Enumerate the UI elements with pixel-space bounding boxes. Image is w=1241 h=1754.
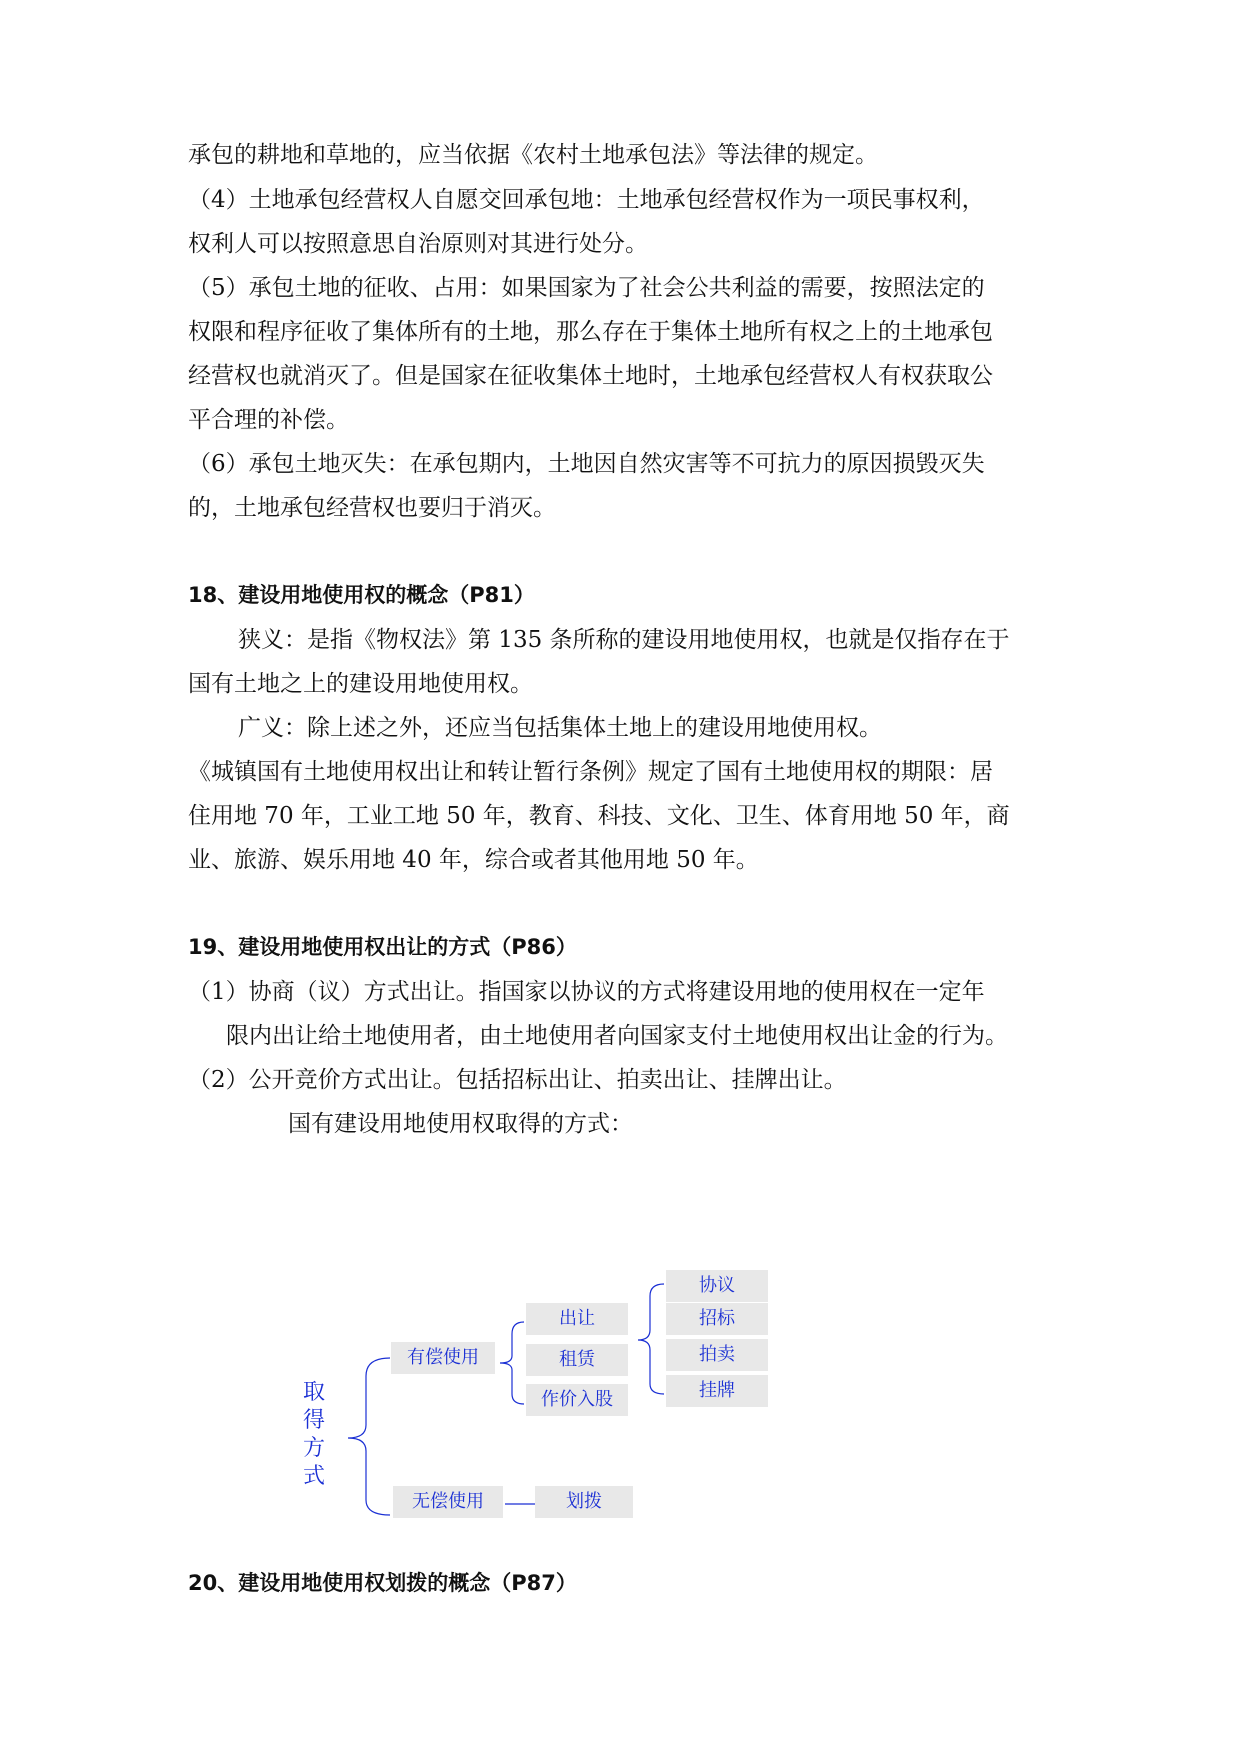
free-use-box: 无偿使用 (393, 1486, 503, 1518)
section-19-heading: 19、建设用地使用权出让的方式（P86） (188, 935, 577, 959)
text-line: 住用地 70 年，工业工地 50 年，教育、科技、文化、卫生、体育用地 50 年，商 (188, 803, 1010, 829)
root-char: 方 (302, 1436, 325, 1461)
root-char: 式 (302, 1464, 325, 1489)
text-line: 权利人可以按照意思自治原则对其进行处分。 (188, 231, 648, 257)
text-line: （6）承包土地灭失：在承包期内，土地因自然灾害等不可抗力的原因损毁灭失 (188, 451, 985, 477)
text-line: 的，土地承包经营权也要归于消灭。 (188, 495, 556, 521)
text-line: （1）协商（议）方式出让。指国家以协议的方式将建设用地的使用权在一定年 (188, 979, 985, 1005)
root-char: 得 (302, 1408, 325, 1433)
paid-child-box: 出让 (526, 1303, 628, 1335)
text-line: （5）承包土地的征收、占用：如果国家为了社会公共利益的需要，按照法定的 (188, 275, 985, 301)
text-line: 承包的耕地和草地的，应当依据《农村土地承包法》等法律的规定。 (188, 142, 878, 168)
text-line: 《城镇国有土地使用权出让和转让暂行条例》规定了国有土地使用权的期限：居 (188, 759, 993, 785)
text-line: 限内出让给土地使用者，由土地使用者向国家支付土地使用权出让金的行为。 (226, 1023, 1008, 1049)
section-20-heading: 20、建设用地使用权划拨的概念（P87） (188, 1571, 577, 1595)
free-child-box: 划拨 (535, 1486, 633, 1518)
root-char: 取 (302, 1380, 325, 1405)
paid-use-box: 有偿使用 (391, 1342, 495, 1374)
text-line: （4）土地承包经营权人自愿交回承包地：土地承包经营权作为一项民事权利， (188, 187, 985, 213)
transfer-method-box: 拍卖 (666, 1339, 768, 1371)
text-line: 国有土地之上的建设用地使用权。 (188, 671, 533, 697)
transfer-brace-line (638, 1284, 664, 1394)
section-18-heading: 18、建设用地使用权的概念（P81） (188, 583, 535, 607)
text-line: （2）公开竞价方式出让。包括招标出让、拍卖出让、挂牌出让。 (188, 1067, 847, 1093)
transfer-method-box: 挂牌 (666, 1375, 768, 1407)
paid-brace-line (500, 1322, 524, 1404)
text-line: 平合理的补偿。 (188, 407, 349, 433)
transfer-method-box: 协议 (666, 1270, 768, 1302)
paid-child-box: 租赁 (526, 1344, 628, 1376)
diagram-root-label (301, 1379, 327, 1491)
text-line: 经营权也就消灭了。但是国家在征收集体土地时，土地承包经营权人有权获取公 (188, 363, 993, 389)
text-line: 广义：除上述之外，还应当包括集体土地上的建设用地使用权。 (238, 715, 882, 741)
root-brace-line (348, 1358, 390, 1515)
text-line: 业、旅游、娱乐用地 40 年，综合或者其他用地 50 年。 (188, 847, 759, 873)
text-line: 权限和程序征收了集体所有的土地，那么存在于集体土地所有权之上的土地承包 (188, 319, 993, 345)
paid-child-box: 作价入股 (526, 1384, 628, 1416)
text-line: 狭义：是指《物权法》第 135 条所称的建设用地使用权，也就是仅指存在于 (238, 627, 1010, 653)
diagram-caption: 国有建设用地使用权取得的方式： (288, 1111, 633, 1137)
transfer-method-box: 招标 (666, 1303, 768, 1335)
